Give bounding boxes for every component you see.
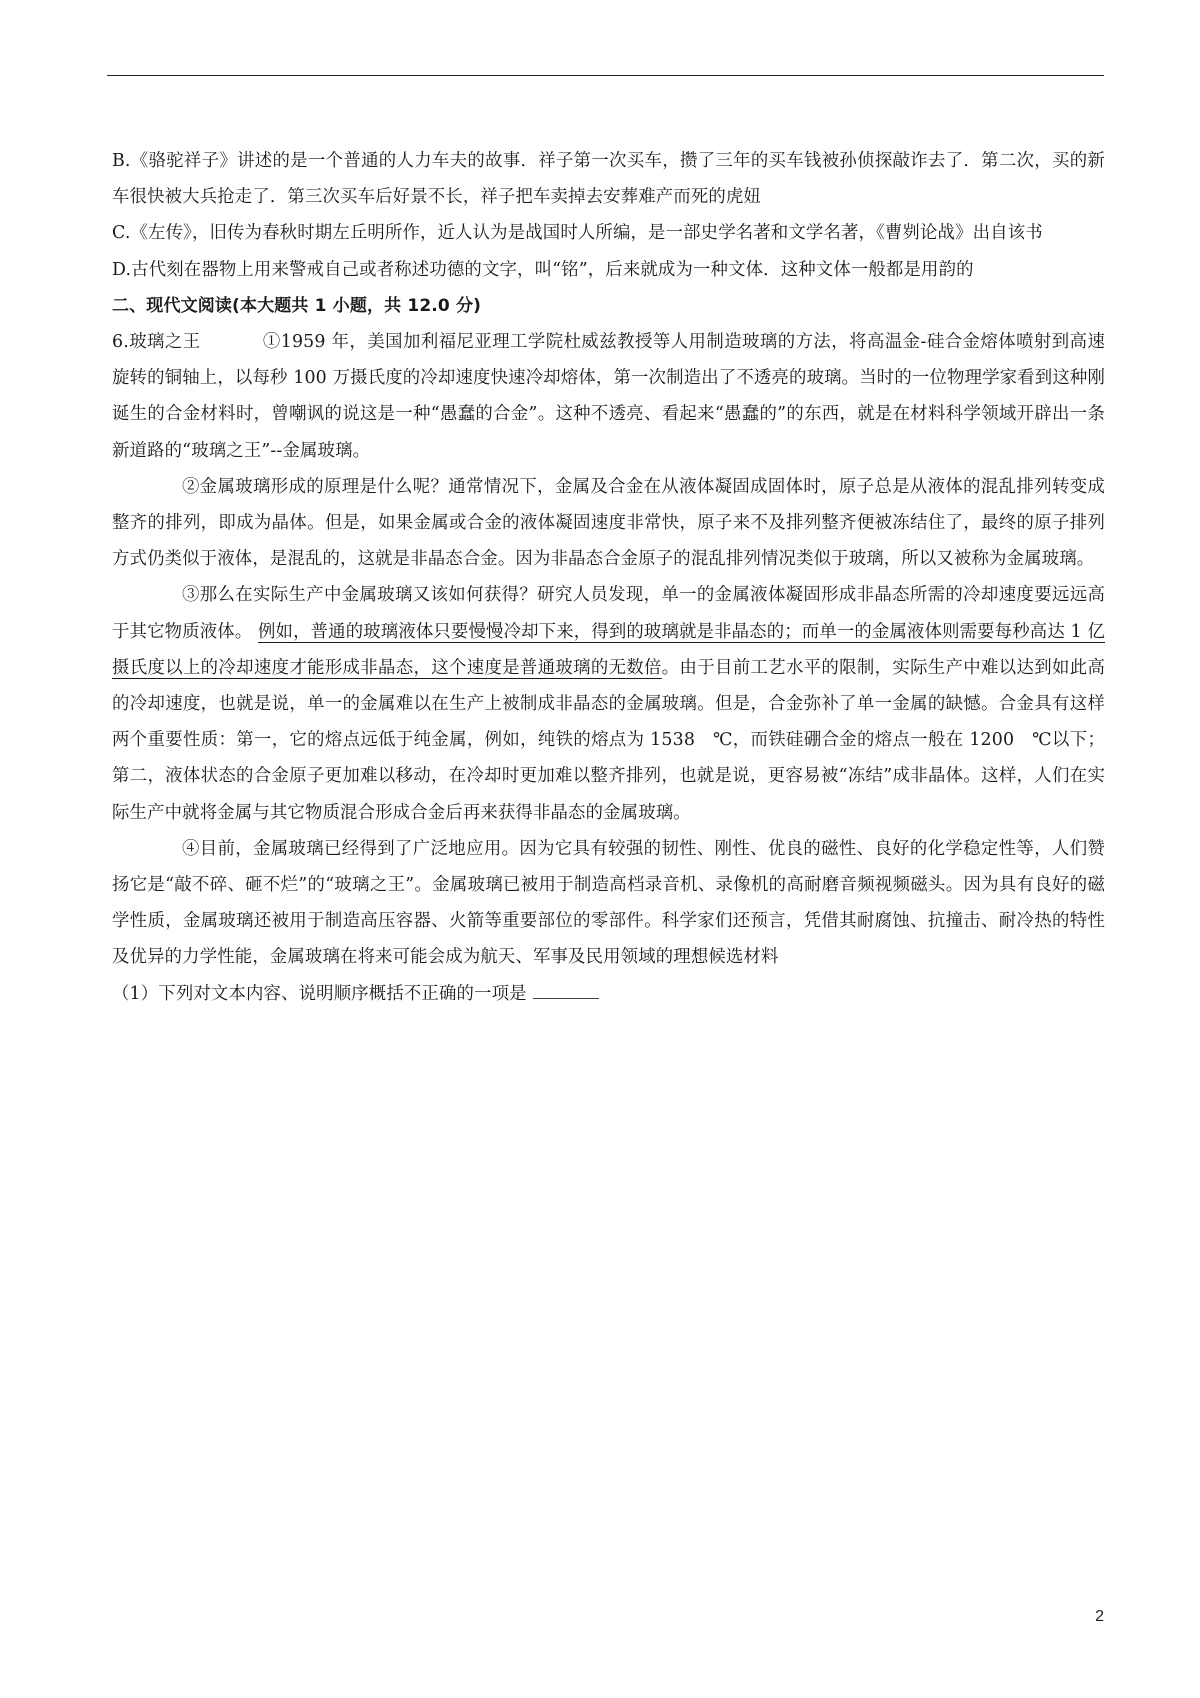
para3-start: ③那么在实际生产中金属玻璃又该如何获得？研究人员发现，单一的金属液体凝固形成非晶态所需的冷却速度要远远高于其它物质液体。 [112, 585, 1105, 642]
passage-title: 6.玻璃之王 [112, 332, 201, 353]
question-1 [112, 976, 1105, 1012]
para3-underlined-sentence: 例如，普通的玻璃液体只要慢慢冷却下来，得到的玻璃就是非晶态的；而单一的金属液体则需要每秒高达 1 亿摄氏度以上的冷却速度才能形成非晶态，这个速度是普通玻璃的无数倍 [112, 621, 1106, 678]
passage-para1-text: ①1959 年，美国加利福尼亚理工学院杜威兹教授等人用制造玻璃的方法，将高温金-硅合金熔体喷射到高速旋转的铜轴上，以每秒 100 万摄氏度的冷却速度快速冷却熔体，第一次制造出了不透亮的玻璃。当时的一位物理学家看到这种刚诞生的合金材料时，曾嘲讽的说这是一种“愚蠢的合金”。这种不透亮、看起来“愚蠢的”的东西，就是在材料科学领域开辟出一条新道路的“玻璃之王”--金属玻璃。 [112, 332, 1105, 461]
passage-paragraph-1 [112, 324, 1105, 469]
section-title: 二、现代文阅读(本大题共 1 小题，共 12.0 分) [112, 295, 482, 316]
option-d: D.古代刻在器物上用来警戒自己或者称述功德的文字，叫“铭”，后来就成为一种文体．这种文体一般都是用韵的 [112, 259, 974, 280]
answer-blank[interactable] [533, 982, 599, 999]
para3-end: 。由于目前工艺水平的限制，实际生产中难以达到如此高的冷却速度，也就是说，单一的金属难以在生产上被制成非晶态的金属玻璃。但是，合金弥补了单一金属的缺憾。合金具有这样两个重要性质：第一，它的熔点远低于纯金属，例如，纯铁的熔点为 1538 ℃，而铁硅硼合金的熔点一般在 1200 ℃以下；第二，液体状态的合金原子更加难以移动，在冷却时更加难以整齐排列，也就是说，更容易被“冻结”成非晶体。这样，人们在实际生产中就将金属与其它物质混合形成合金后再来获得非晶态的金属玻璃。 [112, 657, 1105, 823]
passage-paragraph-4: ④目前，金属玻璃已经得到了广泛地应用。因为它具有较强的韧性、刚性、优良的磁性、良好的化学稳定性等，人们赞扬它是“敲不碎、砸不烂”的“玻璃之王”。金属玻璃已被用于制造高档录音机、录像机的高耐磨音频视频磁头。因为具有良好的磁学性质，金属玻璃还被用于制造高压容器、火箭等重要部位的零部件。科学家们还预言，凭借其耐腐蚀、抗撞击、耐冷热的特性及优异的力学性能，金属玻璃在将来可能会成为航天、军事及民用领域的理想候选材料 [112, 838, 1105, 968]
document-body [112, 143, 1105, 1012]
option-b: B.《骆驼祥子》讲述的是一个普通的人力车夫的故事．祥子第一次买车，攒了三年的买车钱被孙侦探敲诈去了．第二次，买的新车很快被大兵抢走了．第三次买车后好景不长，祥子把车卖掉去安葬难产而死的虎妞 [112, 151, 1105, 208]
question-1-text: （1）下列对文本内容、说明顺序概括不正确的一项是 [112, 983, 527, 1004]
option-c: C.《左传》，旧传为春秋时期左丘明所作，近人认为是战国时人所编，是一部史学名著和文学名著，《曹刿论战》出自该书 [112, 223, 1043, 244]
passage-paragraph-3 [112, 577, 1105, 830]
page-number: 2 [1095, 1608, 1104, 1625]
passage-paragraph-2: ②金属玻璃形成的原理是什么呢？通常情况下，金属及合金在从液体凝固成固体时，原子总是从液体的混乱排列转变成整齐的排列，即成为晶体。但是，如果金属或合金的液体凝固速度非常快，原子来不及排列整齐便被冻结住了，最终的原子排列方式仍类似于液体，是混乱的，这就是非晶态合金。因为非晶态合金原子的混乱排列情况类似于玻璃，所以又被称为金属玻璃。 [112, 476, 1105, 570]
header-rule [107, 75, 1104, 76]
